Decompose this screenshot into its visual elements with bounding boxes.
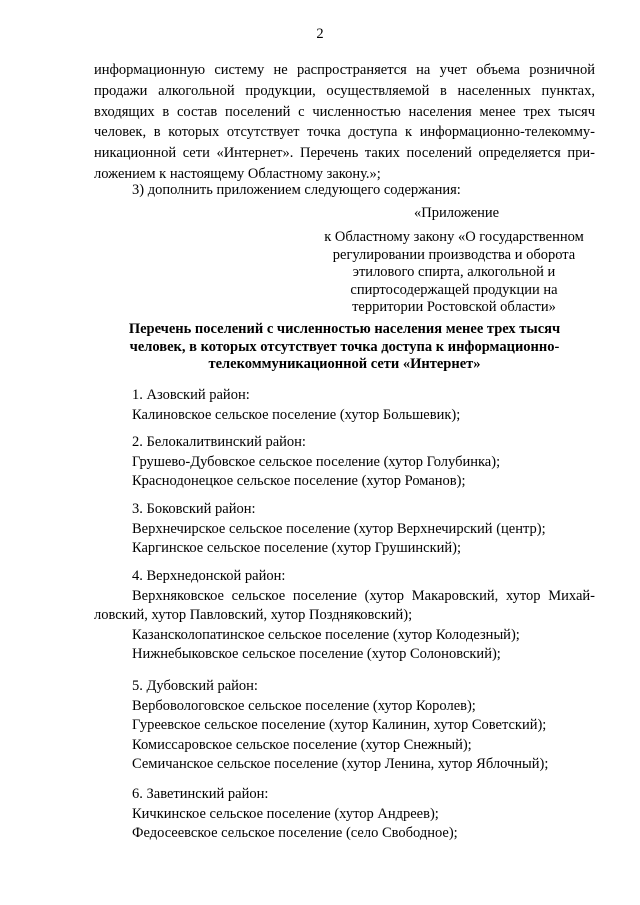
intro-line: никационной сети «Интернет». Перечень таких поселений определяется при-: [94, 145, 595, 162]
settlement-item: Семичанское сельское поселение (хутор Ленина, хутор Яблочный);: [132, 756, 549, 773]
list-title-line: человек, в которых отсутствует точка доступа к информационно-: [129, 338, 560, 355]
settlement-item: Федосеевское сельское поселение (село Свободное);: [132, 825, 458, 842]
appendix-ref-line: к Областному закону «О государственном: [324, 229, 584, 245]
settlement-item: Грушево-Дубовское сельское поселение (хутор Голубинка);: [132, 453, 501, 470]
appendix-ref-line: регулировании производства и оборота: [332, 246, 576, 263]
settlement-item: Комиссаровское сельское поселение (хутор Снежный);: [132, 736, 472, 753]
appendix-ref-line: этилового спирта, алкогольной и: [352, 264, 556, 281]
district-name: 4. Верхнедонской район:: [132, 568, 286, 584]
intro-line: продажи алкогольной продукции, осуществляемой в населенных пунктах,: [94, 82, 595, 99]
district-block: [0, 785, 640, 844]
district-name: 6. Заветинский район:: [132, 786, 269, 802]
intro-paragraph: [94, 60, 595, 185]
intro-line: информационную систему не распространяется на учет объема розничной: [94, 62, 595, 78]
list-title-line: Перечень поселений с численностью населения менее трех тысяч: [128, 321, 561, 337]
settlement-item: Кичкинское сельское поселение (хутор Андреев);: [132, 805, 439, 822]
page-number: 2: [316, 26, 324, 42]
appendix-ref-line: территории Ростовской области»: [352, 299, 556, 316]
list-title-line: телекоммуникационной сети «Интернет»: [208, 356, 481, 373]
settlement-item: Казансколопатинское сельское поселение (хутор Колодезный);: [132, 626, 520, 643]
settlement-item: Вербовологовское сельское поселение (хутор Королев);: [132, 697, 476, 714]
appendix-heading: «Приложение: [414, 205, 500, 221]
intro-line: человек, в которых отсутствует точка доступа к информационно-телекомму-: [94, 124, 595, 141]
list-title: [94, 321, 595, 374]
district-name: 3. Боковский район:: [132, 501, 256, 517]
settlement-item: Краснодонецкое сельское поселение (хутор Романов);: [132, 473, 466, 490]
intro-line: ложением к настоящему Областному закону.»;: [94, 165, 381, 182]
district-block: [0, 500, 640, 559]
district-block: [0, 433, 640, 492]
district-name: 2. Белокалитвинский район:: [132, 434, 306, 450]
appendix-reference: [308, 229, 600, 317]
district-name: 5. Дубовский район:: [132, 678, 258, 694]
district-block: [0, 386, 640, 425]
appendix-ref-line: спиртосодержащей продукции на: [350, 281, 558, 298]
settlement-item: Верхнечирское сельское поселение (хутор Верхнечирский (центр);: [132, 520, 546, 537]
amendment-clause: 3) дополнить приложением следующего содержания:: [132, 182, 461, 198]
settlement-item: Нижнебыковское сельское поселение (хутор Солоновский);: [132, 646, 501, 663]
district-name: 1. Азовский район:: [132, 387, 250, 403]
settlement-item: Каргинское сельское поселение (хутор Грушинский);: [132, 540, 462, 557]
settlement-item: Верхняковское сельское поселение (хутор Макаровский, хутор Михай-: [132, 587, 595, 604]
settlement-item: Калиновское сельское поселение (хутор Большевик);: [132, 406, 461, 423]
settlement-item-continuation: ловский, хутор Павловский, хутор Поздняковский);: [94, 607, 413, 624]
intro-line: входящих в состав поселений с численностью населения менее трех тысяч: [94, 103, 595, 120]
settlement-item: Гуреевское сельское поселение (хутор Калинин, хутор Советский);: [132, 717, 547, 734]
district-block: [0, 567, 640, 665]
district-block: [0, 677, 640, 775]
